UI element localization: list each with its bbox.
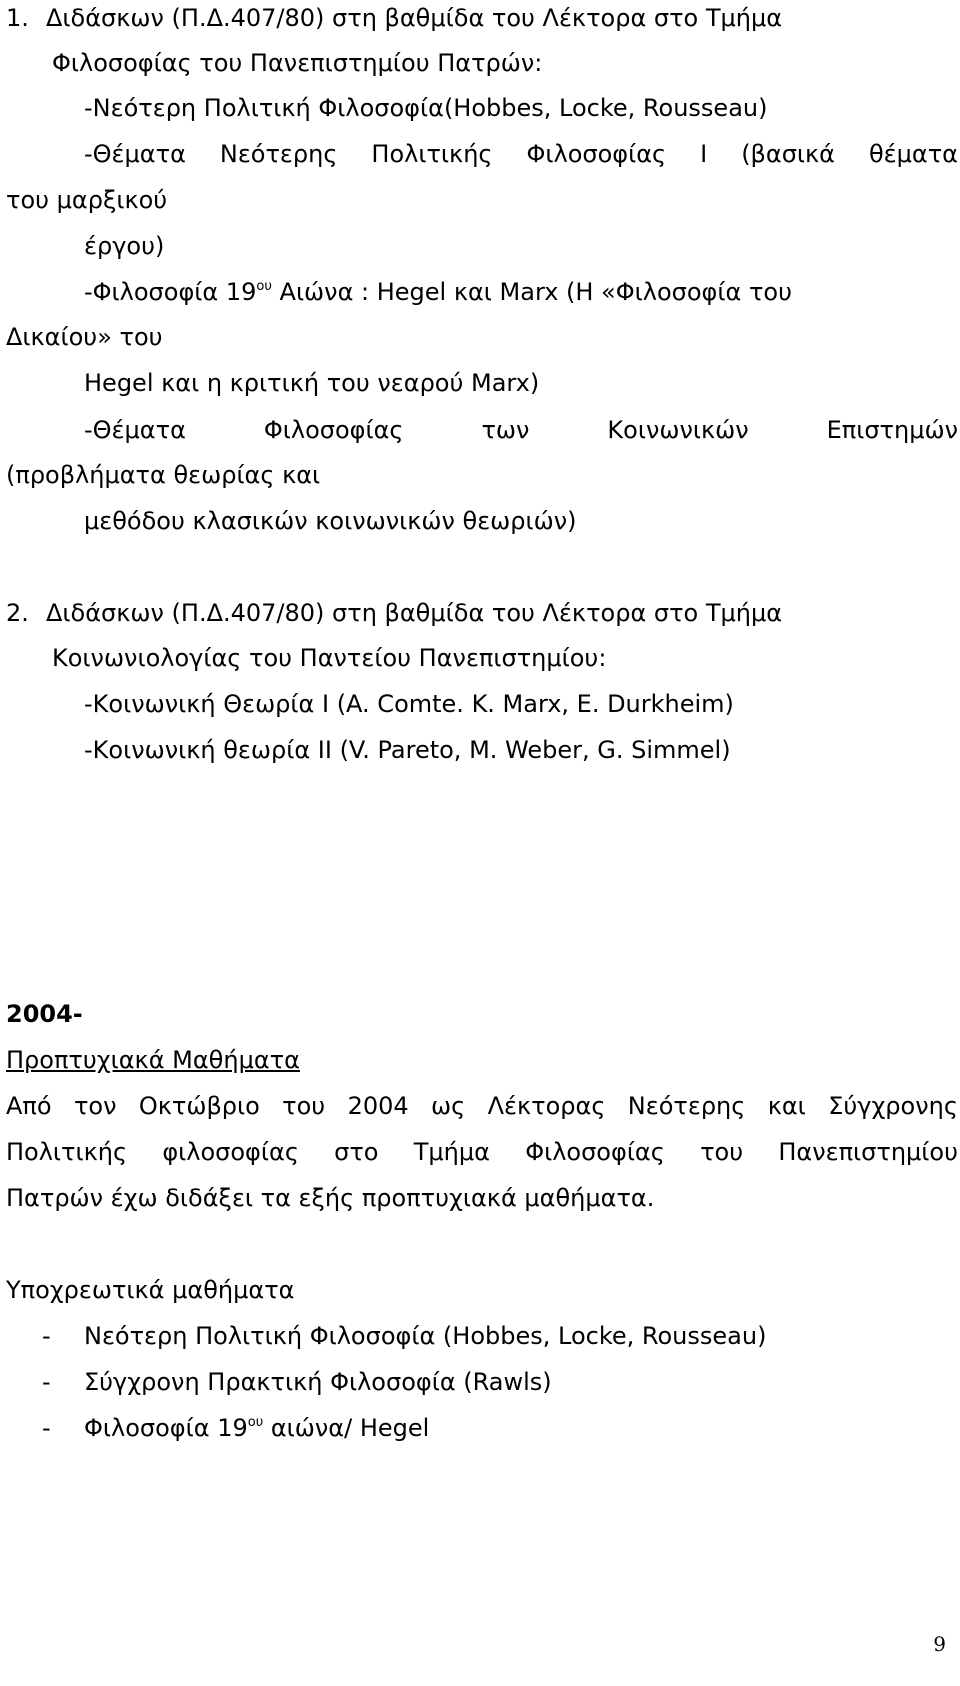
course-modern-political-philosophy: -Νεότερη Πολιτική Φιλοσοφία(Hobbes, Locke, Rousseau) xyxy=(84,94,768,122)
course-social-sciences-philosophy xyxy=(84,418,958,442)
word: Λέκτορας xyxy=(487,1092,606,1120)
section-1-heading-line-1: Διδάσκων (Π.Δ.407/80) στη βαθμίδα του Λέκτορα στο Τμήμα xyxy=(46,4,783,32)
required-course-item: Νεότερη Πολιτική Φιλοσοφία (Hobbes, Locke, Rousseau) xyxy=(84,1322,767,1350)
word: φιλοσοφίας xyxy=(162,1138,299,1166)
section-2-heading-line-2: Κοινωνιολογίας του Παντείου Πανεπιστημίου: xyxy=(52,644,607,672)
word: θέματα xyxy=(868,140,958,168)
course-social-sciences-philosophy-cont-2: μεθόδου κλασικών κοινωνικών θεωριών) xyxy=(84,507,577,535)
course-text: αιώνα/ Hegel xyxy=(263,1414,430,1442)
word: Φιλοσοφίας xyxy=(526,140,667,168)
section-1-heading-line-2: Φιλοσοφίας του Πανεπιστημίου Πατρών: xyxy=(52,49,543,77)
required-course-bullet: - xyxy=(42,1414,51,1442)
word: του xyxy=(282,1092,326,1120)
word: Νεότερης xyxy=(219,140,338,168)
course-social-theory-2: -Κοινωνική θεωρία ΙΙ (V. Pareto, M. Weber, G. Simmel) xyxy=(84,736,731,764)
word: Φιλοσοφίας xyxy=(263,416,404,444)
word: Τμήμα xyxy=(413,1138,490,1166)
word: Από xyxy=(6,1092,52,1120)
section-2-heading-line-1: Διδάσκων (Π.Δ.407/80) στη βαθμίδα του Λέκτορα στο Τμήμα xyxy=(46,599,783,627)
required-course-item: Σύγχρονη Πρακτική Φιλοσοφία (Rawls) xyxy=(84,1368,552,1396)
word: 2004 xyxy=(347,1092,409,1120)
superscript: ου xyxy=(256,279,272,294)
word: τον xyxy=(73,1092,117,1120)
course-text: -Φιλοσοφία 19 xyxy=(84,278,257,306)
word: Πανεπιστημίου xyxy=(778,1138,958,1166)
course-modern-political-topics-cont-1: του μαρξικού xyxy=(6,186,168,214)
word: ως xyxy=(431,1092,466,1120)
word: Σύγχρονης xyxy=(828,1092,958,1120)
word: -Θέματα xyxy=(84,140,186,168)
course-19th-century-philosophy-cont-2: Hegel και η κριτική του νεαρού Marx) xyxy=(84,369,540,397)
superscript: ου xyxy=(247,1415,264,1430)
word: Οκτώβριο xyxy=(138,1092,260,1120)
section-2-number: 2. xyxy=(6,599,29,627)
word: Κοινωνικών xyxy=(607,416,749,444)
word: Ι xyxy=(700,140,708,168)
course-19th-century-philosophy-cont-1: Δικαίου» του xyxy=(6,323,163,351)
word: Φιλοσοφίας xyxy=(525,1138,665,1166)
word: στο xyxy=(334,1138,379,1166)
word: (βασικά xyxy=(741,140,835,168)
course-19th-century-philosophy xyxy=(84,280,792,304)
word: Νεότερης xyxy=(627,1092,746,1120)
course-modern-political-topics-cont-2: έργου) xyxy=(84,232,165,260)
required-course-item xyxy=(84,1416,429,1440)
course-modern-political-topics xyxy=(84,142,958,166)
intro-paragraph-line-3: Πατρών έχω διδάξει τα εξής προπτυχιακά μαθήματα. xyxy=(6,1184,655,1212)
intro-paragraph-line-2 xyxy=(6,1140,958,1164)
word: Επιστημών xyxy=(826,416,958,444)
course-social-theory-1: -Κοινωνική Θεωρία Ι (A. Comte. K. Marx, E. Durkheim) xyxy=(84,690,734,718)
course-text: Αιώνα : Hegel και Marx (Η «Φιλοσοφία του xyxy=(271,278,792,306)
required-course-bullet: - xyxy=(42,1322,51,1350)
word: και xyxy=(767,1092,806,1120)
word: των xyxy=(481,416,530,444)
required-courses-heading: Υποχρεωτικά μαθήματα xyxy=(6,1276,295,1304)
required-course-bullet: - xyxy=(42,1368,51,1396)
page-number: 9 xyxy=(933,1632,946,1656)
section-1-number: 1. xyxy=(6,4,29,32)
year-heading: 2004- xyxy=(6,1000,83,1028)
undergraduate-courses-heading: Προπτυχιακά Μαθήματα xyxy=(6,1046,300,1074)
word: Πολιτικής xyxy=(6,1138,128,1166)
word: του xyxy=(700,1138,744,1166)
word: -Θέματα xyxy=(84,416,186,444)
course-text: Φιλοσοφία 19 xyxy=(84,1414,248,1442)
course-social-sciences-philosophy-cont-1: (προβλήματα θεωρίας και xyxy=(6,461,321,489)
intro-paragraph-line-1 xyxy=(6,1094,958,1118)
word: Πολιτικής xyxy=(371,140,493,168)
